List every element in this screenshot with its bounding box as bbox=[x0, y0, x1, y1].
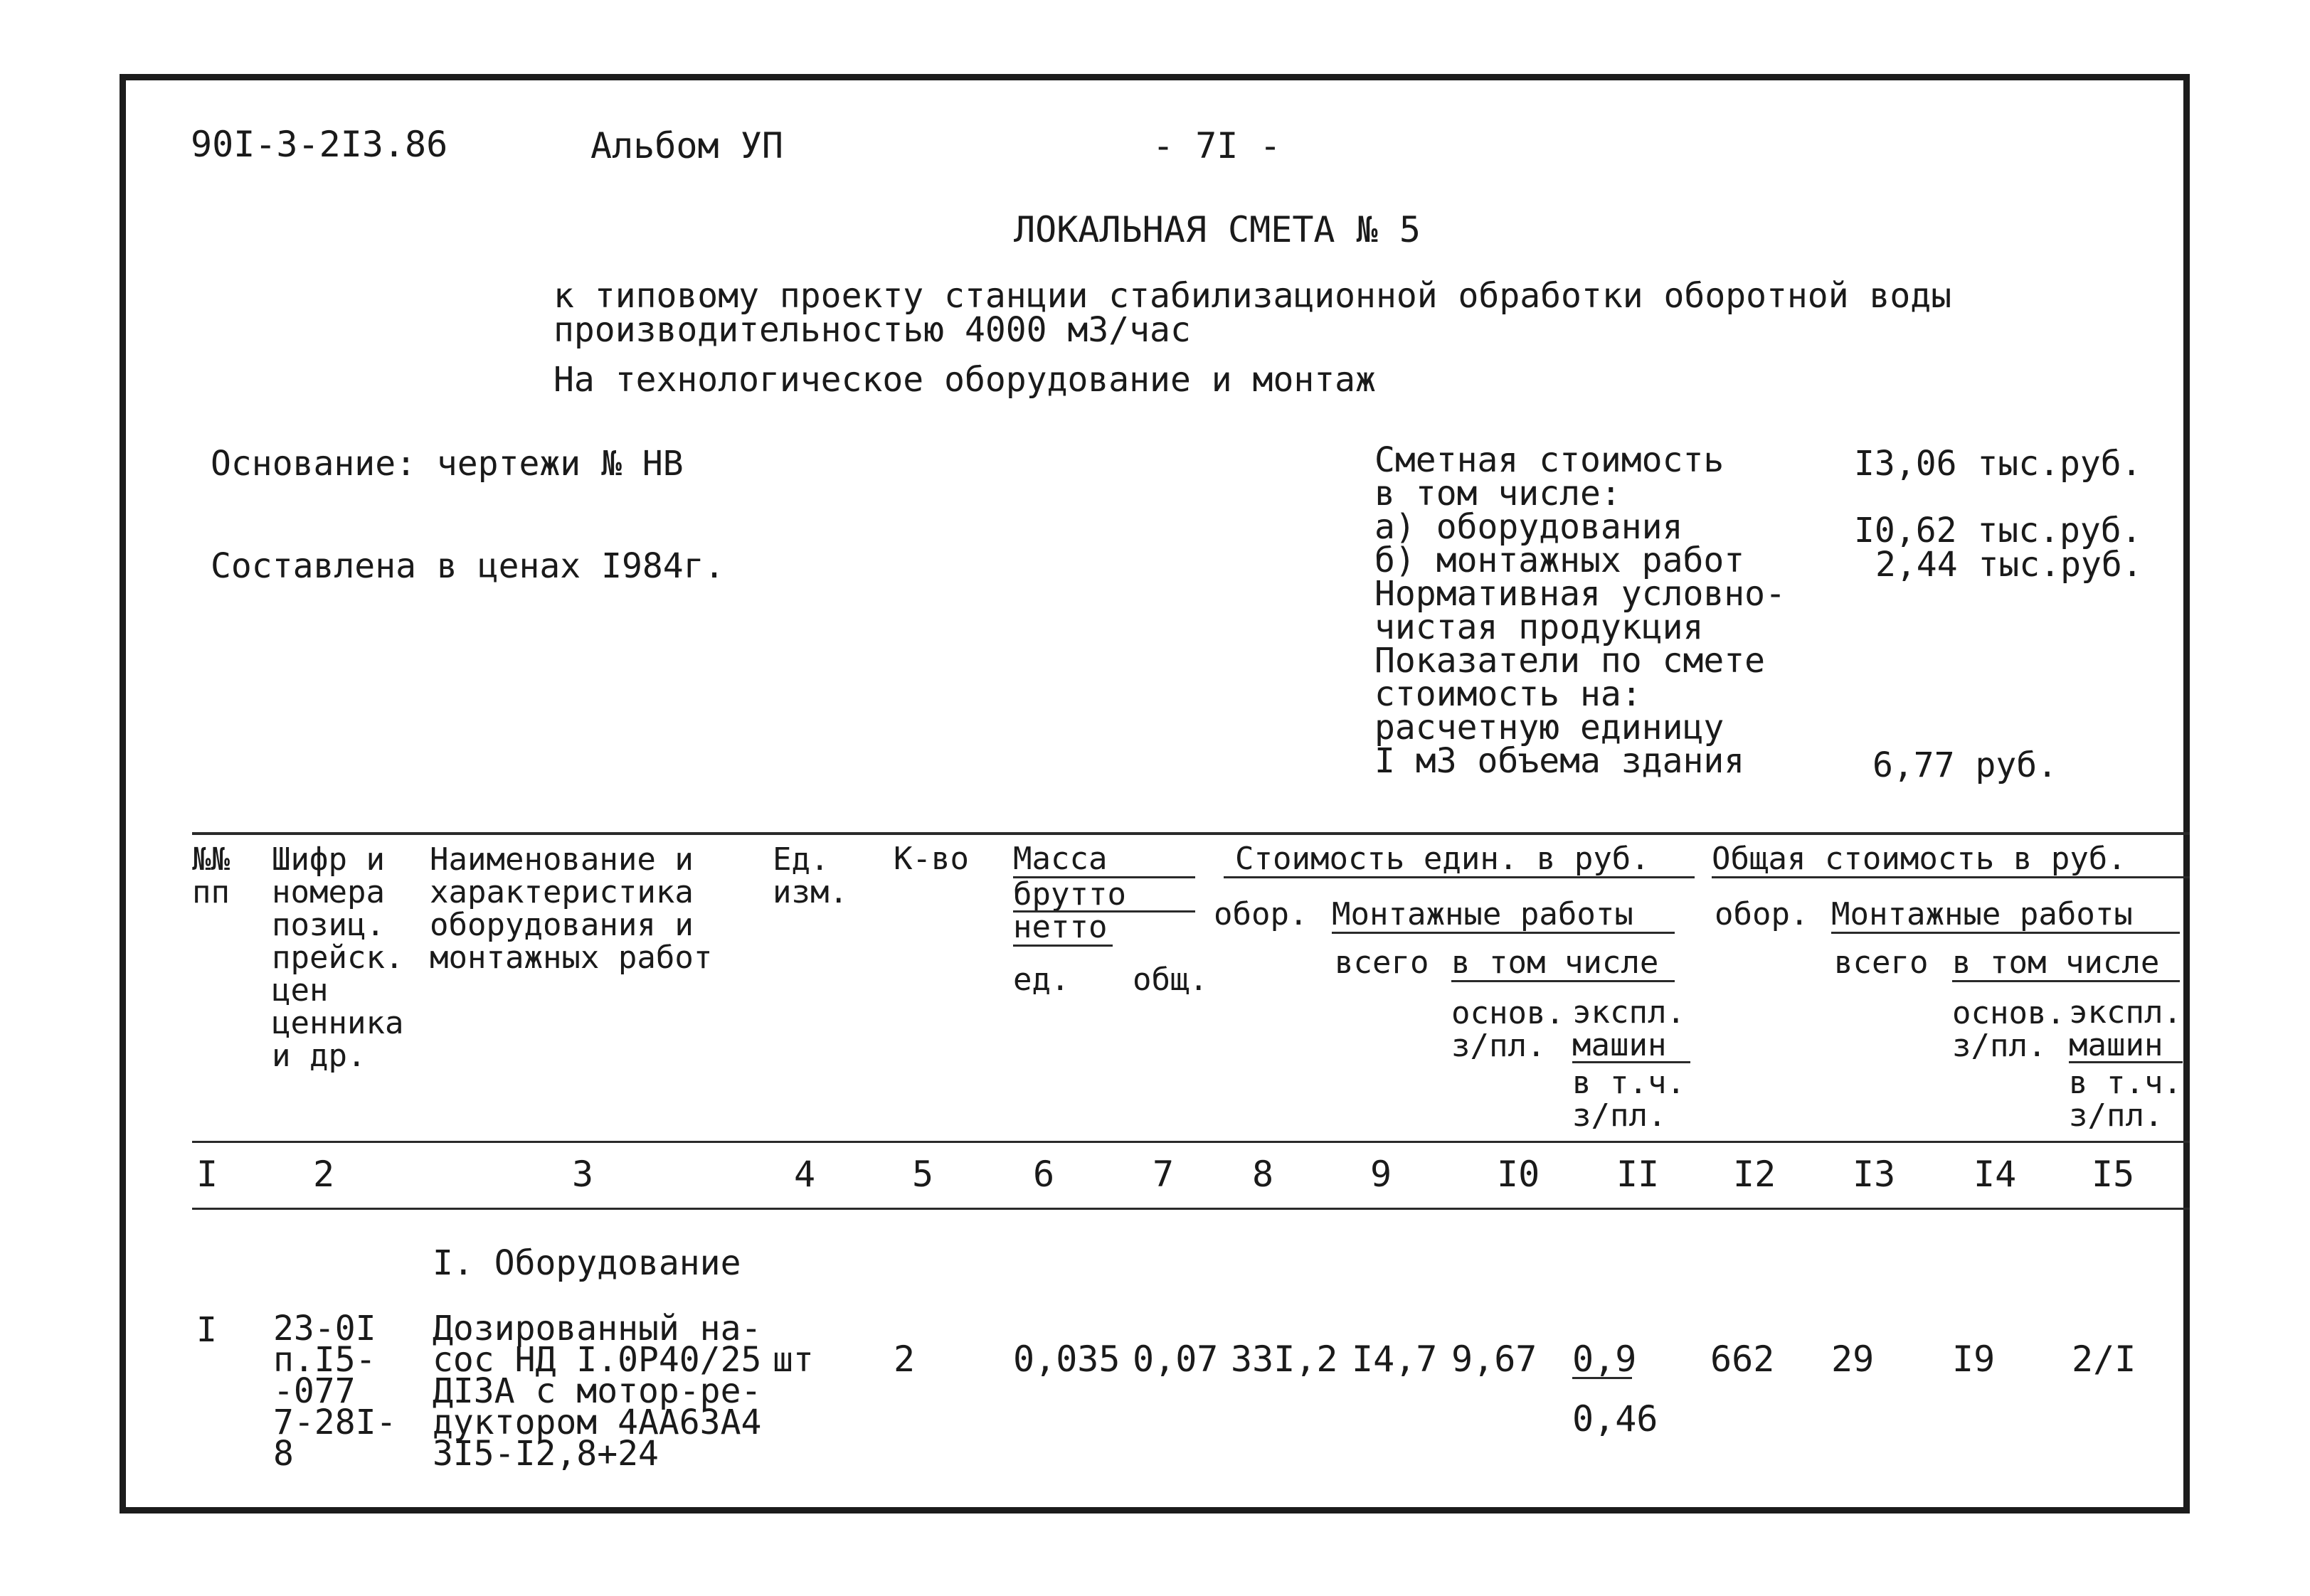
column-number: II bbox=[1616, 1154, 1660, 1195]
total-machines-underline bbox=[2069, 1061, 2183, 1063]
row-unit-machines-wage: 0,46 bbox=[1572, 1398, 1658, 1440]
estimate-subtitle-1: к типовому проекту станции стабилизационной обработки оборотной воды bbox=[553, 276, 1952, 316]
row-quantity: 2 bbox=[894, 1339, 916, 1380]
header-unit: Ед. изм. bbox=[773, 841, 848, 910]
header-total-wage: основ. з/пл. bbox=[1952, 995, 2065, 1064]
summary-installation-value: 2,44 тыс.руб. bbox=[1875, 545, 2143, 585]
header-mass-brutto: брутто bbox=[1013, 876, 1126, 913]
row-name: Дозированный на- сос НД I.0Р40/25 ДI3А с мотор-ре- дуктором 4АА63А4 3I5-I2,8+24 bbox=[433, 1309, 762, 1474]
column-number: I4 bbox=[1973, 1154, 2017, 1195]
column-number: 9 bbox=[1370, 1154, 1392, 1195]
header-unit-equipment: обор. bbox=[1214, 896, 1308, 932]
header-code: Шифр и номера позиц. прейск. цен ценника и др. bbox=[272, 841, 404, 1074]
column-number: 5 bbox=[912, 1154, 934, 1195]
header-bottom-rule bbox=[192, 1141, 2190, 1143]
header-total-machines: экспл. bbox=[2069, 994, 2182, 1031]
column-number: 8 bbox=[1252, 1154, 1274, 1195]
unit-machines-underline bbox=[1572, 1061, 1690, 1063]
row-unit-machines: 0,9 bbox=[1572, 1339, 1637, 1380]
row-total-equipment: 662 bbox=[1710, 1339, 1775, 1380]
row-machines-underline bbox=[1572, 1377, 1632, 1379]
header-total-machines-wage: в т.ч. з/пл. bbox=[2069, 1065, 2182, 1134]
header-unit-installation: Монтажные работы bbox=[1332, 896, 1633, 932]
header-unit-cost: Стоимость един. в руб. bbox=[1235, 841, 1650, 877]
page-number: - 7I - bbox=[1153, 125, 1281, 166]
total-install-underline bbox=[1831, 932, 2180, 934]
unit-incl-underline bbox=[1451, 980, 1675, 982]
row-unit-total: I4,7 bbox=[1352, 1339, 1438, 1380]
column-number: 2 bbox=[313, 1154, 335, 1195]
estimate-heading: ЛОКАЛЬНАЯ СМЕТА № 5 bbox=[1014, 209, 1421, 250]
header-unit-wage: основ. з/пл. bbox=[1451, 995, 1564, 1064]
header-mass: Масса bbox=[1013, 841, 1108, 877]
header-name: Наименование и характеристика оборудования и монтажных работ bbox=[430, 841, 713, 976]
column-number: I2 bbox=[1733, 1154, 1776, 1195]
album-label: Альбом УП bbox=[590, 125, 783, 166]
section-title: I. Оборудование bbox=[433, 1243, 741, 1283]
summary-equipment-value: I0,62 тыс.руб. bbox=[1854, 511, 2142, 550]
column-number: I bbox=[196, 1154, 218, 1195]
row-total-total: 29 bbox=[1831, 1339, 1875, 1380]
row-mass-unit: 0,035 bbox=[1013, 1339, 1120, 1380]
unit-cost-underline bbox=[1224, 876, 1695, 878]
summary-labels: Сметная стоимость в том числе: а) оборудования б) монтажных работ Нормативная условно- чистая продукция Показатели по смете стоимость на: расчетную единицу I м3 объема здания bbox=[1374, 440, 1786, 781]
summary-total-value: I3,06 тыс.руб. bbox=[1854, 444, 2142, 484]
header-quantity: К-во bbox=[894, 841, 969, 877]
estimate-subtitle-2: производительностью 4000 м3/час bbox=[553, 310, 1191, 350]
row-unit: шт bbox=[773, 1340, 814, 1380]
summary-per-m3-value: 6,77 руб. bbox=[1872, 745, 2058, 785]
row-total-wage: I9 bbox=[1952, 1339, 1996, 1380]
table-top-rule bbox=[192, 832, 2190, 835]
estimate-scope: На технологическое оборудование и монтаж bbox=[553, 360, 1376, 400]
document-code: 90I-3-2I3.86 bbox=[191, 124, 448, 165]
column-number: I3 bbox=[1853, 1154, 1896, 1195]
header-unit-machines: экспл. bbox=[1572, 994, 1685, 1031]
header-total-installation: Монтажные работы bbox=[1831, 896, 2133, 932]
row-unit-equipment: 33I,2 bbox=[1231, 1339, 1338, 1380]
header-unit-including: в том числе bbox=[1451, 945, 1659, 981]
header-total-equipment: обор. bbox=[1715, 896, 1809, 932]
header-unit-total: всего bbox=[1335, 945, 1429, 981]
header-total-machines-2: машин bbox=[2069, 1027, 2163, 1063]
header-mass-unit: ед. bbox=[1013, 962, 1070, 998]
column-number: 7 bbox=[1153, 1154, 1175, 1195]
column-numbers-bottom-rule bbox=[192, 1208, 2190, 1210]
header-total-including: в том числе bbox=[1952, 945, 2160, 981]
header-total-cost: Общая стоимость в руб. bbox=[1712, 841, 2126, 877]
column-number: I5 bbox=[2092, 1154, 2135, 1195]
basis-prices: Составлена в ценах I984г. bbox=[211, 546, 725, 586]
unit-install-underline bbox=[1332, 932, 1675, 934]
total-incl-underline bbox=[1952, 980, 2180, 982]
header-mass-total: общ. bbox=[1133, 962, 1208, 998]
row-unit-wage: 9,67 bbox=[1451, 1339, 1537, 1380]
row-mass-total: 0,07 bbox=[1133, 1339, 1219, 1380]
row-code: 23-0I п.I5- -077 7-28I- 8 bbox=[273, 1309, 397, 1474]
header-unit-machines-wage: в т.ч. з/пл. bbox=[1572, 1065, 1685, 1134]
column-number: 4 bbox=[794, 1154, 816, 1195]
header-mass-netto: нетто bbox=[1013, 909, 1108, 945]
header-total-total: всего bbox=[1834, 945, 1929, 981]
header-row-number: №№ пп bbox=[192, 841, 230, 910]
basis-drawings: Основание: чертежи № НВ bbox=[211, 444, 684, 484]
column-number: 6 bbox=[1033, 1154, 1055, 1195]
column-number: 3 bbox=[572, 1154, 594, 1195]
header-unit-machines-2: машин bbox=[1572, 1027, 1667, 1063]
row-number: I bbox=[196, 1310, 217, 1350]
row-total-machines: 2/I bbox=[2072, 1339, 2136, 1380]
column-number: I0 bbox=[1497, 1154, 1540, 1195]
mass-netto-underline bbox=[1013, 945, 1113, 947]
total-cost-underline bbox=[1712, 876, 2190, 878]
